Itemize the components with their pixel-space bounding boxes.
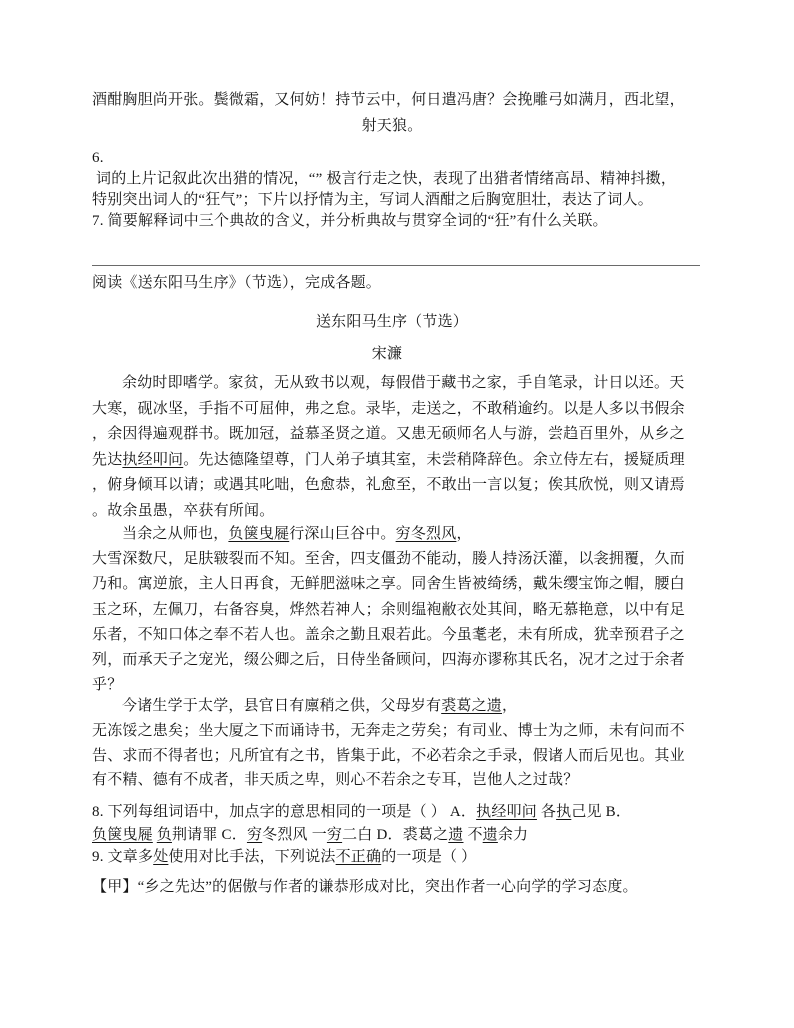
passage-line: 大雪深数尺，足肤皲裂而不知。至舍，四支僵劲不能动，媵人持汤沃灌，以衾拥覆，久而 [92,551,685,568]
passage-segment: 。先达德隆望尊，门人弟子填其室，未尝稍降辞色。余立侍左右，援疑质理 [183,451,685,468]
passage-title [92,312,692,332]
question-6-text: 词的上片记叙此次出猎的情况，“” 极言行走之快，表现了出猎者情绪高昂、精神抖擞， [96,171,677,187]
passage-paragraph-3 [92,694,702,793]
question-segment: 使用对比手法，下列说法 [168,849,336,865]
question-segment: 二白 D．裘葛之 [342,826,449,843]
passage-author [92,344,682,364]
passage-segment: 今诸生学于太学，县官日有廪稍之供，父母岁有 [122,698,442,714]
question-segment: 9. 文章多 [92,849,154,865]
passage-line [92,448,702,474]
question-segment: 不 [463,826,483,843]
passage-segment: 当余之从师也， [122,526,229,542]
passage-segment: ， [456,526,472,542]
passage-author-text: 宋濂 [371,346,403,362]
underlined-phrase: 负箧曳屣 [228,526,290,542]
passage-line: 告、求而不得者也；凡所宜有之书，皆集于此，不必若余之手录，假诸人而后见也。其业 [92,747,685,764]
underlined-phrase: 穷 [326,826,343,843]
poem-line: 射天狼。 [361,118,423,134]
question-segment: 各 [536,804,557,820]
passage-questions [92,801,702,869]
reading-instruction [92,273,702,293]
question-segment: 己见 B． [571,804,632,820]
passage-line: 无冻馁之患矣；坐大厦之下而诵诗书，无奔走之劳矣；有司业、博士为之师，未有问而不 [92,722,685,739]
question-segment: 8. 下列每组词语中，加点字的意思相同的一项是（ ） A． [92,804,477,820]
passage-line: 列，而承天子之宠光，缀公卿之后，日侍坐备顾问，四海亦谬称其氏名，况才之过于余者 [92,652,685,669]
passage-line: 余幼时即嗜学。家贫，无从致书以观，每假借于藏书之家，手自笔录，计日以还。天 [122,375,685,391]
question-8-line [92,824,702,847]
poem-line: 酒酣胸胆尚开张。鬓微霜，又何妨！持节云中，何日遣冯唐？会挽雕弓如满月，西北望， [92,92,685,108]
section-divider [92,265,700,266]
passage-line [92,694,702,719]
question-segment: 的一项是（ ） [381,849,477,865]
question-segment: 冬烈风 一 [262,826,327,843]
underlined-phrase: 穷冬烈风 [395,526,457,542]
passage-line: 有不精、德有不成者，非天质之卑，则心不若余之专耳，岂他人之过哉？ [92,772,579,789]
question-segment: 余力 [497,826,529,843]
passage-paragraph-1 [92,371,702,525]
question-8-line [92,801,702,824]
question-6-number: 6. [92,150,104,166]
underlined-phrase: 负 [156,826,172,843]
poem-questions [92,148,702,232]
passage-segment: 先达 [92,451,123,468]
underlined-phrase: 穷 [246,826,263,843]
question-9-line [92,846,702,869]
underlined-phrase: 遗 [448,826,464,843]
option-jia [92,876,702,898]
question-7-text: 7. 简要解释词中三个典故的含义，并分析典故与贯穿全词的“狂”有什么关联。 [92,213,608,229]
passage-line: 。故余虽愚，卒获有所闻。 [92,502,275,519]
passage-line: 乎？ [92,677,123,694]
underlined-phrase: 执经叩问 [122,451,184,468]
underlined-phrase: 不正确 [335,849,382,865]
passage-line: 乐者，不知口体之奉不若人也。盖余之勤且艰若此。今虽耄老，未有所成，犹幸预君子之 [92,626,685,643]
passage-segment: 行深山巨谷中。 [289,526,396,542]
passage-line: ，俯身倾耳以请；或遇其叱咄，色愈恭，礼愈至，不敢出一言以复；俟其欣悦，则又请焉 [92,477,685,494]
question-6-text: 特别突出词人的“狂气”；下片以抒情为主，写词人酒酣之后胸宽胆壮，表达了词人。 [92,192,653,208]
poem-tail [92,87,702,139]
passage-line: 乃和。寓逆旅，主人日再食，无鲜肥滋味之享。同舍生皆被绮绣，戴朱缨宝饰之帽，腰白 [92,576,685,593]
question-segment: 荆请罪 C． [171,826,247,843]
passage-line [92,522,702,547]
underlined-phrase: 执 [556,804,572,820]
passage-paragraph-2 [92,522,702,698]
underlined-phrase: 执经叩问 [476,804,537,820]
underlined-phrase: 处 [153,849,169,865]
passage-line: 大寒，砚冰坚，手指不可屈伸，弗之怠。录毕，走送之，不敢稍逾约。以是人多以书假余 [92,400,685,417]
passage-line: ，余因得遍观群书。既加冠，益慕圣贤之道。又患无硕师名人与游，尝趋百里外，从乡之 [92,426,685,443]
underlined-phrase: 遗 [482,826,498,843]
passage-segment: ， [502,698,518,714]
instruction-text: 阅读《送东阳马生序》（节选），完成各题。 [92,275,382,291]
underlined-phrase: 负箧曳屣 [92,826,153,843]
passage-line: 玉之环，左佩刀，右备容臭，烨然若神人；余则缊袍敝衣处其间，略无慕艳意，以中有足 [92,601,685,618]
underlined-phrase: 裘葛之遗 [441,698,503,714]
option-jia-text: 【甲】“乡之先达”的倨傲与作者的谦恭形成对比，突出作者一心向学的学习态度。 [92,879,638,895]
passage-title-text: 送东阳马生序（节选） [315,314,468,330]
